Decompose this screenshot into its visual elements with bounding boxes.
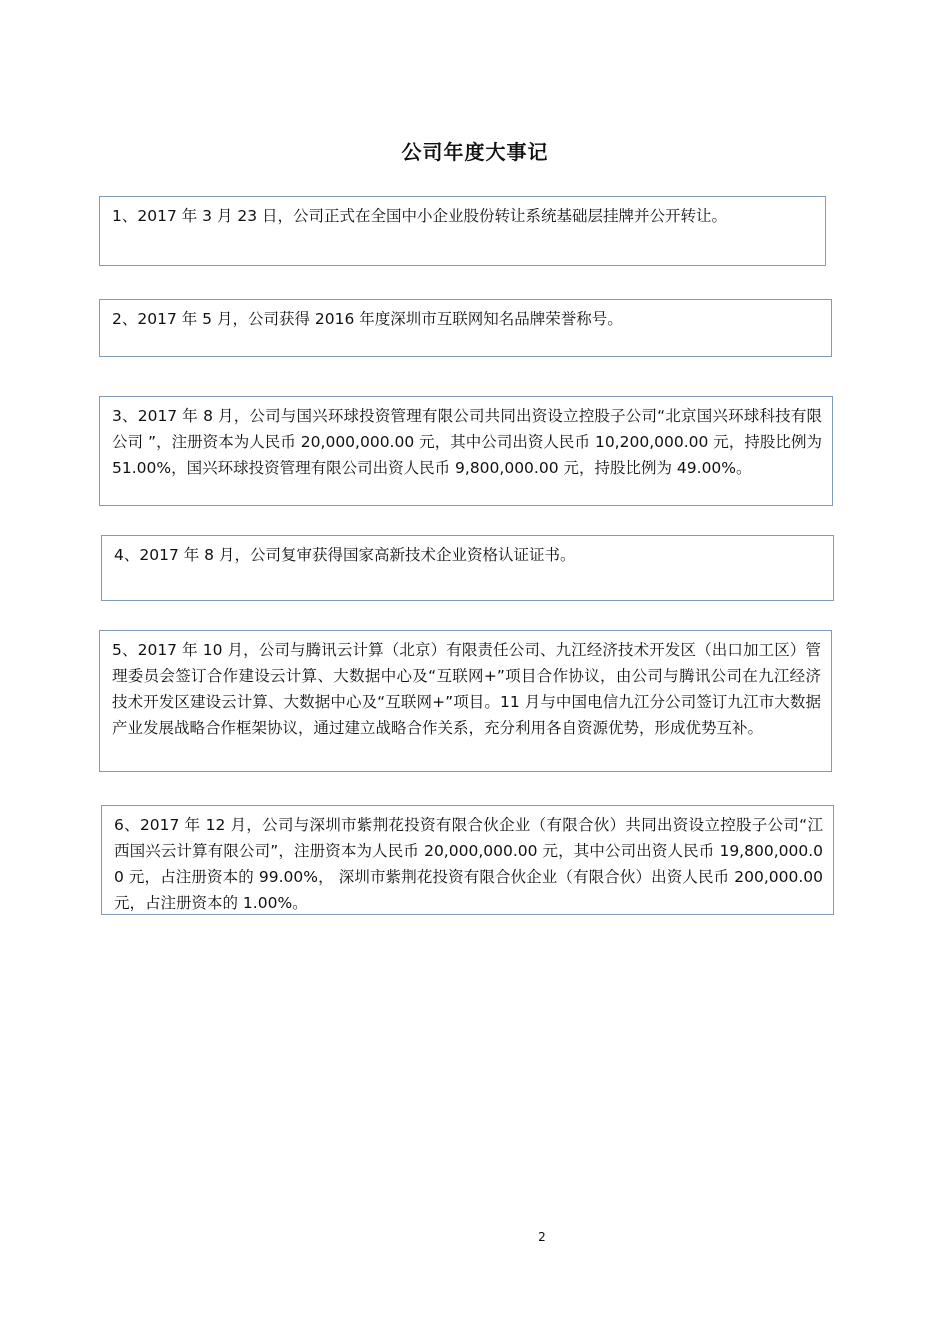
event-item-2: 2、2017 年 5 月，公司获得 2016 年度深圳市互联网知名品牌荣誉称号。 bbox=[99, 299, 832, 357]
event-item-1: 1、2017 年 3 月 23 日，公司正式在全国中小企业股份转让系统基础层挂牌并公开转让。 bbox=[99, 196, 826, 266]
event-item-6: 6、2017 年 12 月，公司与深圳市紫荆花投资有限合伙企业（有限合伙）共同出资设立控股子公司“江西国兴云计算有限公司”，注册资本为人民币 20,000,000.00 元，其中公司出资人民币 19,800,000.00 元，占注册资本的 99.00%， 深圳市紫荆花投资有限合伙企业（有限合伙）出资人民币 200,000.00 元，占注册资本的 1.00%。 bbox=[101, 805, 834, 915]
event-item-4: 4、2017 年 8 月，公司复审获得国家高新技术企业资格认证证书。 bbox=[101, 535, 834, 601]
event-item-5: 5、2017 年 10 月，公司与腾讯云计算（北京）有限责任公司、九江经济技术开发区（出口加工区）管理委员会签订合作建设云计算、大数据中心及“互联网+”项目合作协议，由公司与腾讯公司在九江经济技术开发区建设云计算、大数据中心及“互联网+”项目。11 月与中国电信九江分公司签订九江市大数据产业发展战略合作框架协议，通过建立战略合作关系，充分利用各自资源优势，形成优势互补。 bbox=[99, 630, 832, 772]
page-title: 公司年度大事记 bbox=[401, 140, 549, 164]
page-number: 2 bbox=[538, 1230, 546, 1244]
event-item-3: 3、2017 年 8 月，公司与国兴环球投资管理有限公司共同出资设立控股子公司“北京国兴环球科技有限公司 ”，注册资本为人民币 20,000,000.00 元，其中公司出资人民币 10,200,000.00 元，持股比例为 51.00%，国兴环球投资管理有限公司出资人民币 9,800,000.00 元，持股比例为 49.00%。 bbox=[99, 396, 833, 506]
